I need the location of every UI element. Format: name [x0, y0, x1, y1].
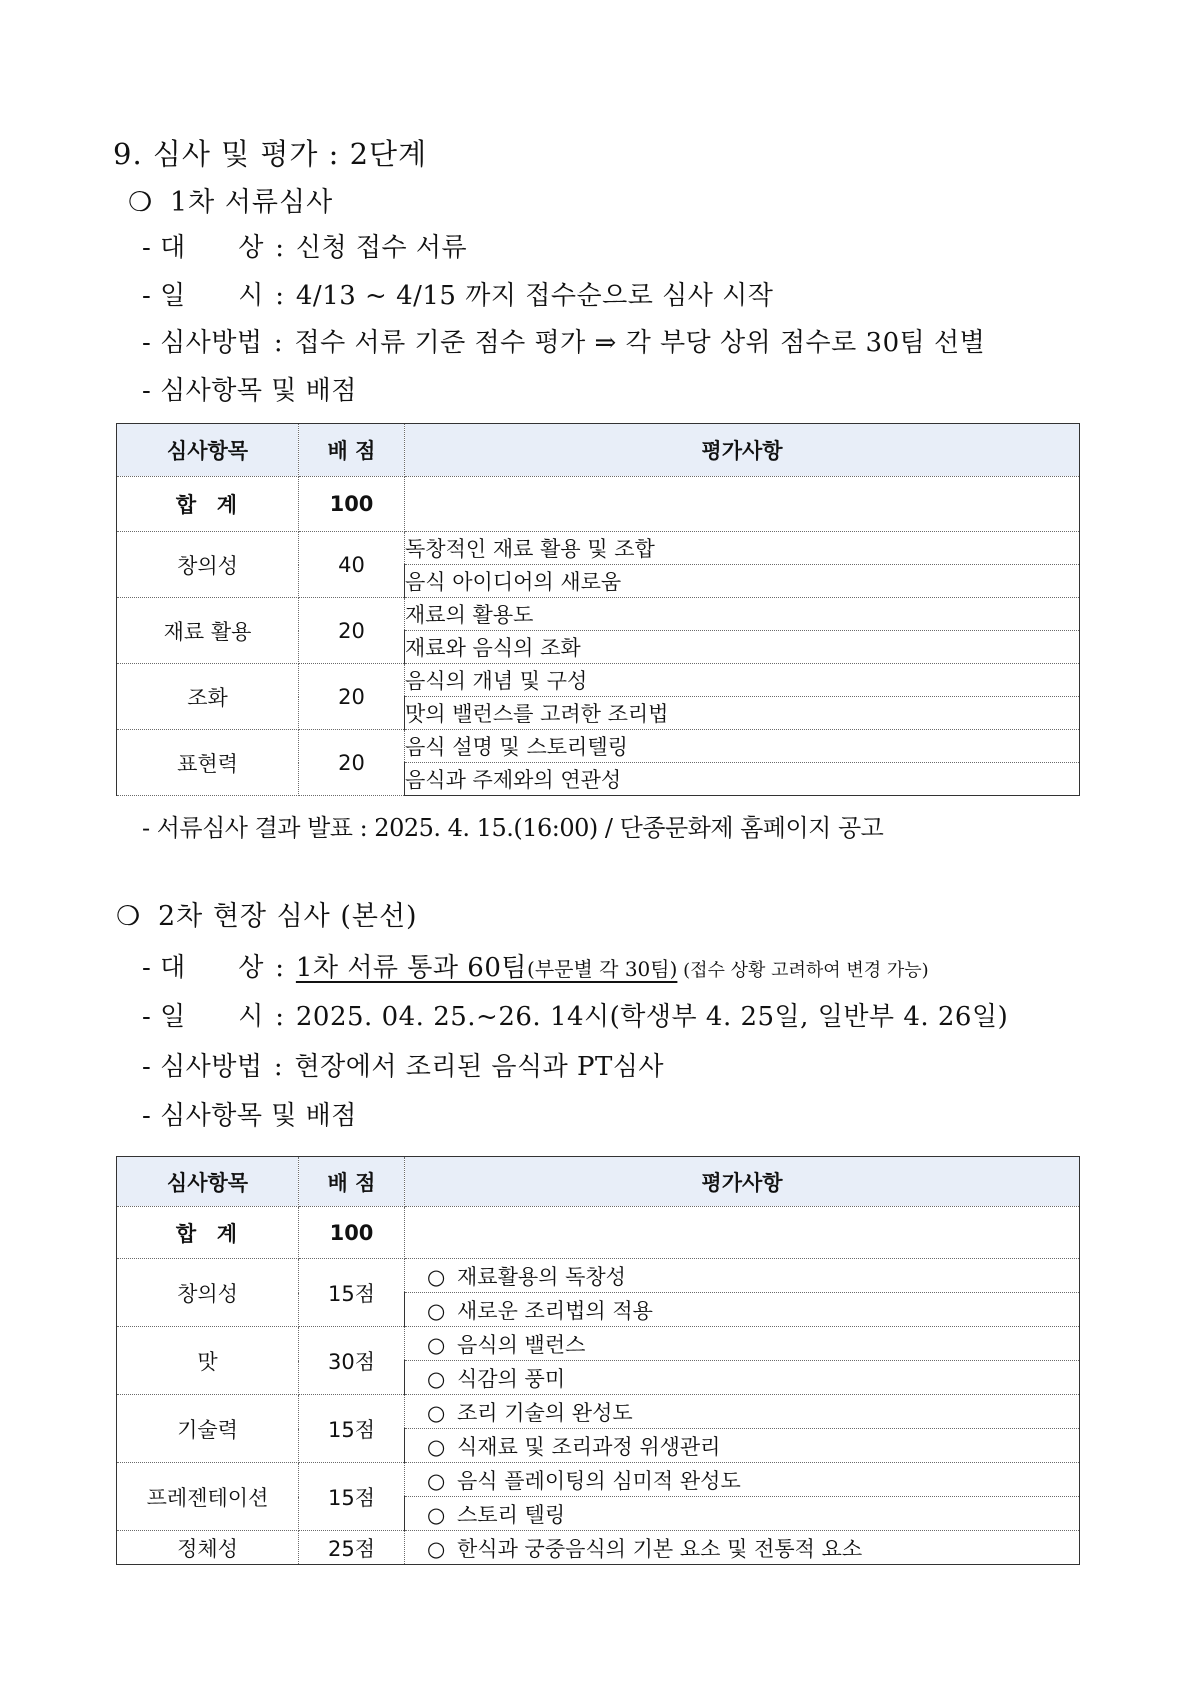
row-category: 조화	[117, 664, 299, 730]
row-score: 15점	[299, 1463, 405, 1531]
small-circle-bullet-icon: ○	[427, 1400, 446, 1425]
row-criterion	[405, 1497, 1080, 1531]
colon: :	[275, 233, 285, 263]
colon: :	[273, 328, 284, 358]
total-criteria	[405, 477, 1080, 532]
target-underlined	[296, 953, 678, 983]
colon: :	[275, 281, 285, 311]
small-circle-bullet-icon: ○	[427, 1502, 446, 1527]
table-row	[117, 664, 1080, 697]
small-circle-bullet-icon: ○	[427, 1332, 446, 1357]
colon: :	[275, 953, 285, 983]
stage2-score-table	[116, 1156, 1080, 1565]
row-category: 프레젠테이션	[117, 1463, 299, 1531]
row-criterion: 재료의 활용도	[405, 598, 1080, 631]
row-criterion	[405, 1259, 1080, 1293]
total-score: 100	[299, 1207, 405, 1259]
stage2-date-line	[142, 996, 1008, 1033]
row-criterion: 맛의 밸런스를 고려한 조리법	[405, 697, 1080, 730]
total-criteria	[405, 1207, 1080, 1259]
stage1-result-note: - 서류심사 결과 발표 : 2025. 4. 15.(16:00) / 단종문화제 홈페이지 공고	[142, 814, 884, 842]
row-criterion	[405, 1463, 1080, 1497]
criterion-text: 식재료 및 조리과정 위생관리	[457, 1434, 721, 1459]
table-row	[117, 598, 1080, 631]
dash: -	[142, 328, 152, 358]
stage1-method-line	[142, 322, 985, 359]
small-circle-bullet-icon: ○	[427, 1264, 446, 1289]
row-criterion: 재료와 음식의 조화	[405, 631, 1080, 664]
total-row	[117, 477, 1080, 532]
label-date: 일 시	[160, 1002, 264, 1032]
col-header-category: 심사항목	[117, 1157, 299, 1207]
row-score: 20	[299, 664, 405, 730]
row-criterion	[405, 1327, 1080, 1361]
stage2-method-line	[142, 1046, 664, 1083]
total-row	[117, 1207, 1080, 1259]
dash: -	[142, 1052, 152, 1082]
row-category: 기술력	[117, 1395, 299, 1463]
stage1-score-table	[116, 423, 1080, 796]
row-score: 15점	[299, 1395, 405, 1463]
dash: -	[142, 1002, 152, 1032]
col-header-criteria: 평가사항	[405, 1157, 1080, 1207]
circle-bullet-icon: ❍	[116, 901, 142, 932]
date-text: 2025. 04. 25.~26. 14시(학생부 4. 25일, 일반부 4. 26일)	[295, 1002, 1009, 1032]
method-text: 접수 서류 기준 점수 평가 ⇒ 각 부당 상위 점수로 30팀 선별	[294, 328, 986, 358]
target-text: 신청 접수 서류	[295, 233, 468, 263]
target-sub: (부문별 각 30팀)	[527, 957, 678, 981]
total-label: 합 계	[117, 477, 299, 532]
row-criterion: 음식 아이디어의 새로움	[405, 565, 1080, 598]
criterion-text: 한식과 궁중음식의 기본 요소 및 전통적 요소	[457, 1536, 863, 1561]
small-circle-bullet-icon: ○	[427, 1434, 446, 1459]
stage1-items-line	[142, 370, 357, 407]
col-header-score: 배 점	[299, 424, 405, 477]
table-row	[117, 730, 1080, 763]
label-method: 심사방법	[160, 1052, 263, 1082]
table-row	[117, 1463, 1080, 1497]
dash: -	[142, 233, 152, 263]
stage1-heading-row	[128, 180, 333, 219]
row-criterion	[405, 1293, 1080, 1327]
table-row	[117, 1395, 1080, 1429]
dash: -	[142, 1101, 152, 1131]
total-score: 100	[299, 477, 405, 532]
table-row	[117, 532, 1080, 565]
criterion-text: 재료활용의 독창성	[457, 1264, 626, 1289]
table-row	[117, 1327, 1080, 1361]
row-criterion	[405, 1395, 1080, 1429]
section-title: 9. 심사 및 평가 : 2단계	[113, 137, 428, 171]
stage2-heading: 2차 현장 심사 (본선)	[158, 901, 418, 932]
label-items: 심사항목 및 배점	[160, 1101, 357, 1131]
col-header-category: 심사항목	[117, 424, 299, 477]
row-score: 30점	[299, 1327, 405, 1395]
row-criterion: 음식과 주제와의 연관성	[405, 763, 1080, 796]
total-label: 합 계	[117, 1207, 299, 1259]
row-category: 맛	[117, 1327, 299, 1395]
row-criterion	[405, 1531, 1080, 1565]
method-text: 현장에서 조리된 음식과 PT심사	[294, 1052, 665, 1082]
row-score: 40	[299, 532, 405, 598]
criterion-text: 새로운 조리법의 적용	[457, 1298, 653, 1323]
row-category: 창의성	[117, 532, 299, 598]
target-note: (접수 상황 고려하여 변경 가능)	[677, 960, 929, 981]
row-criterion	[405, 1429, 1080, 1463]
criterion-text: 음식의 밸런스	[457, 1332, 586, 1357]
target-main: 1차 서류 통과 60팀	[295, 953, 528, 983]
colon: :	[275, 1002, 285, 1032]
row-category: 창의성	[117, 1259, 299, 1327]
small-circle-bullet-icon: ○	[427, 1366, 446, 1391]
colon: :	[273, 1052, 284, 1082]
row-score: 20	[299, 730, 405, 796]
small-circle-bullet-icon: ○	[427, 1536, 446, 1561]
small-circle-bullet-icon: ○	[427, 1468, 446, 1493]
label-date: 일 시	[160, 281, 264, 311]
dash: -	[142, 953, 152, 983]
dash: -	[142, 281, 152, 311]
table-header-row	[117, 1157, 1080, 1207]
label-target: 대 상	[160, 233, 264, 263]
row-category: 표현력	[117, 730, 299, 796]
table-header-row	[117, 424, 1080, 477]
criterion-text: 조리 기술의 완성도	[457, 1400, 633, 1425]
criterion-text: 스토리 텔링	[457, 1502, 566, 1527]
row-criterion: 독창적인 재료 활용 및 조합	[405, 532, 1080, 565]
row-score: 20	[299, 598, 405, 664]
stage1-date-line	[142, 275, 773, 312]
table-row	[117, 1531, 1080, 1565]
dash: -	[142, 376, 152, 406]
row-score: 25점	[299, 1531, 405, 1565]
row-category: 재료 활용	[117, 598, 299, 664]
stage2-heading-row	[116, 894, 418, 933]
label-items: 심사항목 및 배점	[160, 376, 357, 406]
row-category: 정체성	[117, 1531, 299, 1565]
table-row	[117, 1259, 1080, 1293]
date-text: 4/13 ~ 4/15 까지 접수순으로 심사 시작	[295, 281, 774, 311]
circle-bullet-icon: ❍	[128, 187, 154, 218]
stage2-target-line	[142, 947, 929, 984]
criterion-text: 식감의 풍미	[457, 1366, 566, 1391]
criterion-text: 음식 플레이팅의 심미적 완성도	[457, 1468, 741, 1493]
row-criterion: 음식의 개념 및 구성	[405, 664, 1080, 697]
stage2-items-line	[142, 1095, 357, 1132]
label-target: 대 상	[160, 953, 264, 983]
stage1-target-line	[142, 227, 467, 264]
row-criterion	[405, 1361, 1080, 1395]
row-score: 15점	[299, 1259, 405, 1327]
stage1-heading: 1차 서류심사	[170, 187, 334, 218]
col-header-score: 배 점	[299, 1157, 405, 1207]
col-header-criteria: 평가사항	[405, 424, 1080, 477]
label-method: 심사방법	[160, 328, 263, 358]
small-circle-bullet-icon: ○	[427, 1298, 446, 1323]
row-criterion: 음식 설명 및 스토리텔링	[405, 730, 1080, 763]
